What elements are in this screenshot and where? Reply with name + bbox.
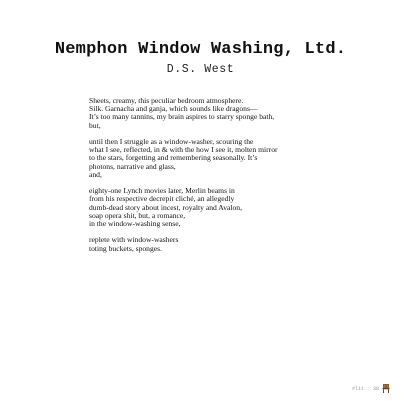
poem-line: photons, narrative and glass, [89,161,176,171]
poem-line: to the stars, forgetting and remembering seasonally. It’s [89,153,258,163]
poem-line: toting buckets, sponges. [89,243,162,253]
footer-separator: : [366,385,370,392]
poem-body [89,97,389,261]
poem-line: but, [89,120,101,130]
poem-line: replete with window-washers [89,235,179,245]
poem-line: in the window-washing sense, [89,219,181,229]
poem-stanza [89,236,389,252]
poem-line: from his respective decrepit cliché, an allegedly [89,194,235,204]
poem-line: soap opera shit, but, a romance, [89,210,186,220]
footer-section-label: #lit [351,385,364,392]
page-footer [352,384,390,393]
poem-stanza [89,97,389,130]
poem-stanza [89,138,389,179]
chair-icon [382,384,390,393]
poem-line: dumb-dead story about incest, royalty and Avalon, [89,202,242,212]
poem-line: and, [89,169,102,179]
poem-line: until then I struggle as a window-washer, scouring the [89,137,254,146]
poem-stanza [89,187,389,228]
page-number: 30 [372,385,379,392]
poem-line: what I see, reflected, in & with the how I see it, molten mirror [89,145,278,155]
poem-line: It’s too many tannins, my brain aspires to starry sponge bath, [89,112,275,122]
document-title: Nemphon Window Washing, Ltd. [54,40,347,59]
poem-line: Sheets, creamy, this peculiar bedroom atmosphere. [89,96,244,105]
poem-line: eighty-one Lynch movies later, Merlin beams in [89,186,235,196]
poem-line: Silk. Garnacha and ganja, which sounds like dragons— [89,104,258,114]
document-author: D.S. West [166,63,235,76]
